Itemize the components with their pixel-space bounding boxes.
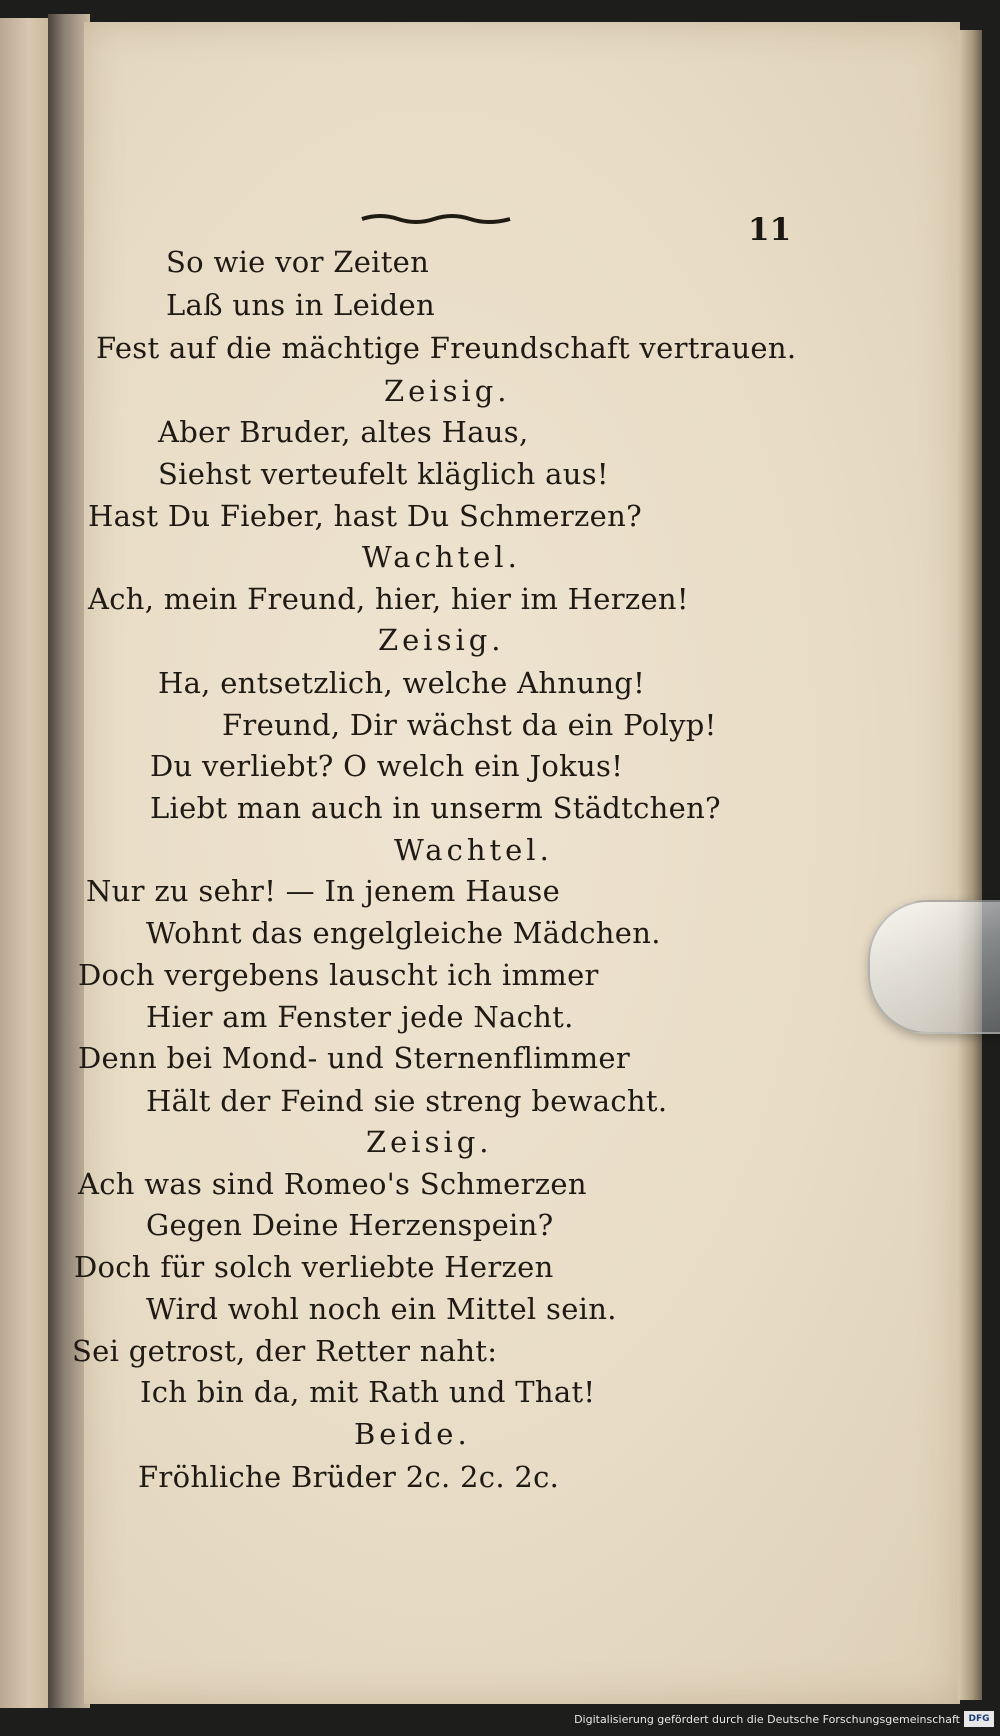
verse-line: Wird wohl noch ein Mittel sein. bbox=[146, 1292, 617, 1326]
verse-line: Doch vergebens lauscht ich immer bbox=[78, 958, 599, 992]
verse-line: Liebt man auch in unserm Städtchen? bbox=[150, 791, 721, 825]
page-number: 11 bbox=[748, 212, 792, 248]
verse-line: Laß uns in Leiden bbox=[166, 288, 435, 322]
verse-line: Ach, mein Freund, hier, hier im Herzen! bbox=[88, 582, 689, 616]
verse-line: Hast Du Fieber, hast Du Schmerzen? bbox=[88, 499, 642, 533]
speaker-name: Zeisig. bbox=[378, 623, 505, 657]
verse-line: Du verliebt? O welch ein Jokus! bbox=[150, 749, 624, 783]
dfg-logo: DFG bbox=[964, 1711, 994, 1727]
verse-line: Fröhliche Brüder 2c. 2c. 2c. bbox=[138, 1460, 560, 1494]
page-holder-clip bbox=[868, 900, 1000, 1034]
verse-line: So wie vor Zeiten bbox=[166, 245, 430, 279]
speaker-name: Zeisig. bbox=[384, 374, 511, 408]
verse-line: Hält der Feind sie streng bewacht. bbox=[146, 1084, 668, 1118]
verse-line: Fest auf die mächtige Freundschaft vertrauen. bbox=[96, 331, 797, 365]
verse-line: Ach was sind Romeo's Schmerzen bbox=[78, 1167, 587, 1201]
verse-line: Ich bin da, mit Rath und That! bbox=[140, 1375, 596, 1409]
speaker-name: Wachtel. bbox=[362, 540, 521, 574]
verse-line: Sei getrost, der Retter naht: bbox=[72, 1334, 498, 1368]
speaker-name: Zeisig. bbox=[366, 1125, 493, 1159]
verse-line: Gegen Deine Herzenspein? bbox=[146, 1208, 554, 1242]
verse-line: Hier am Fenster jede Nacht. bbox=[146, 1000, 574, 1034]
verse-line: Doch für solch verliebte Herzen bbox=[74, 1250, 554, 1284]
verse-line: Aber Bruder, altes Haus, bbox=[158, 415, 529, 449]
speaker-name: Beide. bbox=[354, 1417, 471, 1451]
verse-line: Nur zu sehr! — In jenem Hause bbox=[86, 874, 561, 908]
verse-line: Ha, entsetzlich, welche Ahnung! bbox=[158, 666, 646, 700]
verse-line: Wohnt das engelgleiche Mädchen. bbox=[146, 916, 661, 950]
verse-line: Denn bei Mond- und Sternenflimmer bbox=[78, 1041, 631, 1075]
verse-line: Freund, Dir wächst da ein Polyp! bbox=[222, 708, 717, 742]
speaker-name: Wachtel. bbox=[394, 833, 553, 867]
verse-line: Siehst verteufelt kläglich aus! bbox=[158, 457, 609, 491]
funding-credit: Digitalisierung gefördert durch die Deutsche Forschungsgemeinschaft bbox=[574, 1713, 960, 1726]
